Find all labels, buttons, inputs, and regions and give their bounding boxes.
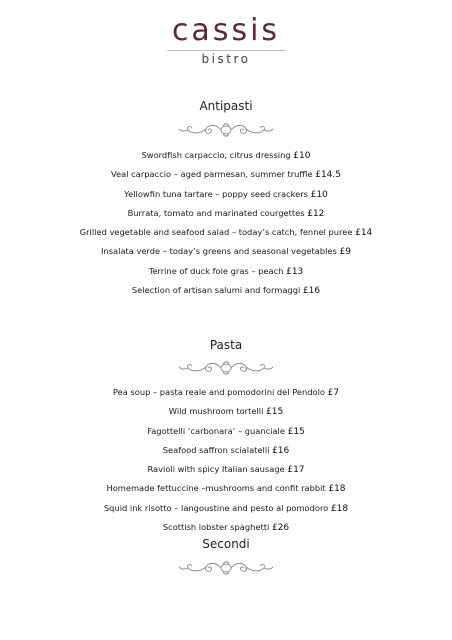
item-name: Burrata, tomato and marinated courgettes [127, 207, 305, 218]
menu-item [0, 185, 452, 204]
item-name: Scottish lobster spaghetti [162, 522, 270, 533]
item-name: Swordfish carpaccio, citrus dressing [141, 150, 291, 160]
item-price: £10 [310, 189, 328, 200]
item-name: Pea soup – pasta reale and pomodorini del Pendolo [112, 387, 325, 397]
menu-item [0, 402, 452, 421]
menu-item [0, 518, 452, 537]
antipasti-list [0, 146, 452, 300]
menu-item [0, 146, 452, 165]
menu-item [0, 479, 452, 498]
item-price: £18 [330, 503, 349, 514]
item-name: Yellowfin tuna tartare – poppy seed crackers [124, 188, 308, 199]
item-price: £12 [307, 208, 325, 219]
item-price: £15 [287, 426, 305, 437]
item-price: £14.5 [315, 170, 341, 181]
item-name: Seafood saffron scialatelli [162, 444, 270, 455]
item-price: £15 [266, 407, 284, 418]
menu-item [0, 242, 452, 261]
item-name: Ravioli with spicy Italian sausage [147, 464, 285, 475]
item-name: Selection of artisan salumi and formaggi [131, 285, 301, 296]
item-name: Homemade fettuccine –mushrooms and confit rabbit [106, 483, 326, 494]
menu-item [0, 383, 452, 402]
menu-item [0, 422, 452, 441]
brand-logo-name: cassis [171, 13, 281, 48]
item-name: Wild mushroom tortelli [168, 406, 264, 417]
item-name: Fagottelli ‘carbonara’ – guanciale [147, 425, 285, 436]
menu-item [0, 499, 452, 518]
item-price: £14 [355, 228, 373, 239]
menu-item [0, 441, 452, 460]
brand-logo-subtitle: bistro [201, 52, 251, 66]
flourish-ornament-icon [176, 122, 276, 138]
menu-item [0, 281, 452, 300]
flourish-ornament-icon [176, 560, 276, 576]
item-name: Squid ink risotto – langoustine and pesto al pomodoro [103, 502, 329, 513]
pasta-list [0, 383, 452, 537]
section-title-antipasti: Antipasti [199, 99, 253, 113]
item-name: Veal carpaccio – aged parmesan, summer truffle [111, 169, 313, 180]
item-price: £16 [272, 445, 290, 456]
menu-item [0, 204, 452, 223]
logo-divider [167, 50, 285, 51]
item-name: Terrine of duck foie gras – peach [148, 265, 284, 276]
section-title-pasta: Pasta [209, 338, 243, 352]
item-price: £7 [327, 388, 340, 398]
menu-item [0, 460, 452, 479]
item-price: £16 [302, 286, 321, 297]
flourish-ornament-icon [176, 360, 276, 376]
menu-item [0, 165, 452, 184]
item-price: £17 [287, 465, 305, 476]
item-price: £9 [339, 247, 351, 258]
section-title-secondi: Secondi [202, 537, 250, 551]
item-name: Insalata verde – today’s greens and seasonal vegetables [101, 246, 337, 257]
item-price: £18 [328, 484, 346, 495]
menu-item [0, 262, 452, 281]
menu-item [0, 223, 452, 242]
item-price: £26 [271, 523, 290, 534]
item-price: £13 [286, 266, 304, 277]
item-name: Grilled vegetable and seafood salad – today’s catch, fennel puree [79, 227, 353, 238]
item-price: £10 [293, 151, 311, 161]
